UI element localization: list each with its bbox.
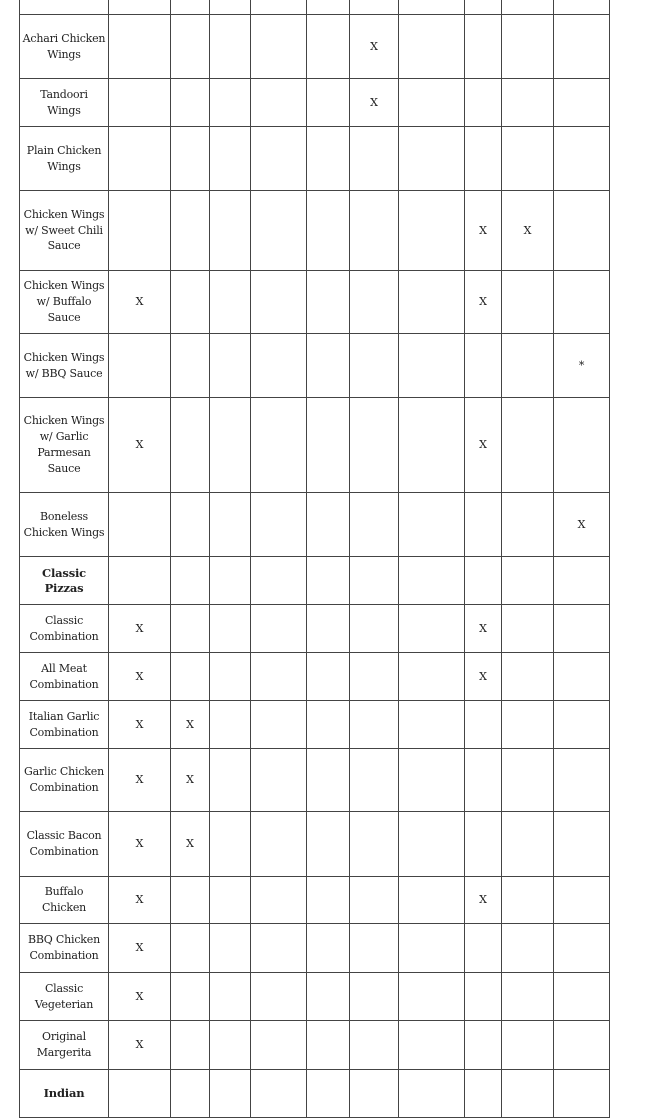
allergen-mark-cell <box>251 127 307 191</box>
allergen-mark-cell <box>502 557 554 605</box>
allergen-mark-cell <box>502 79 554 127</box>
allergen-mark-cell <box>307 973 350 1021</box>
allergen-mark-cell <box>399 398 465 493</box>
allergen-mark-cell <box>465 749 502 812</box>
allergen-mark-cell <box>502 973 554 1021</box>
table-row <box>20 271 610 334</box>
allergen-mark-cell <box>109 79 171 127</box>
allergen-mark-cell <box>465 1070 502 1118</box>
allergen-table-container <box>19 0 610 1118</box>
allergen-mark-cell <box>350 701 399 749</box>
allergen-mark-cell <box>554 653 610 701</box>
allergen-mark-cell <box>399 493 465 557</box>
allergen-mark-cell <box>109 557 171 605</box>
allergen-mark-cell: X <box>350 15 399 79</box>
allergen-mark-cell <box>210 127 251 191</box>
allergen-mark-cell <box>350 398 399 493</box>
allergen-mark-cell <box>350 812 399 877</box>
allergen-mark-cell: X <box>109 701 171 749</box>
allergen-mark-cell <box>554 605 610 653</box>
allergen-mark-cell <box>350 0 399 15</box>
table-row <box>20 493 610 557</box>
allergen-mark-cell <box>465 924 502 973</box>
allergen-mark-cell <box>307 1021 350 1070</box>
allergen-mark-cell <box>399 191 465 271</box>
allergen-mark-cell <box>554 79 610 127</box>
allergen-mark-cell: X <box>109 653 171 701</box>
item-name-cell: Classic Vegeterian <box>20 973 109 1021</box>
allergen-mark-cell: X <box>109 749 171 812</box>
allergen-mark-cell <box>251 493 307 557</box>
allergen-mark-cell <box>171 15 210 79</box>
allergen-mark-cell <box>307 127 350 191</box>
allergen-mark-cell <box>210 605 251 653</box>
item-name-cell: Original Margerita <box>20 1021 109 1070</box>
allergen-mark-cell <box>350 749 399 812</box>
allergen-mark-cell <box>465 973 502 1021</box>
allergen-mark-cell <box>307 605 350 653</box>
allergen-mark-cell <box>251 271 307 334</box>
allergen-mark-cell <box>502 1070 554 1118</box>
allergen-mark-cell: X <box>109 1021 171 1070</box>
allergen-mark-cell <box>210 877 251 924</box>
allergen-mark-cell <box>554 749 610 812</box>
allergen-mark-cell <box>399 749 465 812</box>
allergen-mark-cell <box>171 398 210 493</box>
allergen-mark-cell <box>210 191 251 271</box>
allergen-mark-cell <box>109 127 171 191</box>
allergen-mark-cell <box>251 605 307 653</box>
allergen-mark-cell: X <box>109 924 171 973</box>
allergen-mark-cell <box>465 127 502 191</box>
allergen-mark-cell <box>399 127 465 191</box>
allergen-mark-cell <box>350 271 399 334</box>
table-row <box>20 79 610 127</box>
allergen-mark-cell <box>307 334 350 398</box>
table-row <box>20 1021 610 1070</box>
allergen-mark-cell <box>251 557 307 605</box>
allergen-mark-cell <box>251 15 307 79</box>
allergen-mark-cell <box>109 0 171 15</box>
allergen-mark-cell: X <box>171 701 210 749</box>
allergen-mark-cell <box>251 79 307 127</box>
item-name-cell: Chicken Wings w/ Buffalo Sauce <box>20 271 109 334</box>
table-row <box>20 812 610 877</box>
allergen-mark-cell <box>554 398 610 493</box>
table-row <box>20 701 610 749</box>
allergen-mark-cell <box>554 271 610 334</box>
allergen-mark-cell <box>210 398 251 493</box>
allergen-mark-cell <box>465 15 502 79</box>
allergen-mark-cell <box>307 15 350 79</box>
allergen-mark-cell <box>171 79 210 127</box>
allergen-mark-cell <box>399 1070 465 1118</box>
allergen-mark-cell <box>210 15 251 79</box>
allergen-mark-cell <box>307 749 350 812</box>
table-row <box>20 973 610 1021</box>
item-name-cell: Buffalo Chicken <box>20 877 109 924</box>
allergen-mark-cell: X <box>465 877 502 924</box>
allergen-mark-cell <box>210 1021 251 1070</box>
allergen-mark-cell <box>502 605 554 653</box>
allergen-mark-cell <box>465 701 502 749</box>
allergen-mark-cell <box>350 493 399 557</box>
item-name-cell: Italian Garlic Combination <box>20 701 109 749</box>
allergen-mark-cell <box>307 812 350 877</box>
allergen-mark-cell <box>251 749 307 812</box>
item-name-cell: Classic Bacon Combination <box>20 812 109 877</box>
allergen-mark-cell: X <box>109 271 171 334</box>
allergen-mark-cell <box>251 0 307 15</box>
allergen-table <box>19 0 610 1118</box>
allergen-mark-cell <box>502 749 554 812</box>
allergen-mark-cell: X <box>465 191 502 271</box>
allergen-mark-cell <box>399 557 465 605</box>
allergen-mark-cell <box>399 0 465 15</box>
category-row <box>20 557 610 605</box>
allergen-mark-cell <box>307 493 350 557</box>
allergen-mark-cell <box>171 557 210 605</box>
allergen-mark-cell <box>399 701 465 749</box>
table-row <box>20 653 610 701</box>
allergen-mark-cell <box>251 812 307 877</box>
table-row <box>20 127 610 191</box>
allergen-mark-cell <box>307 557 350 605</box>
allergen-mark-cell <box>502 127 554 191</box>
category-name-cell: Indian <box>20 1070 109 1118</box>
item-name-cell: Plain Chicken Wings <box>20 127 109 191</box>
allergen-mark-cell <box>399 15 465 79</box>
item-name-cell: Garlic Chicken Combination <box>20 749 109 812</box>
allergen-mark-cell <box>554 0 610 15</box>
allergen-mark-cell <box>554 127 610 191</box>
allergen-mark-cell <box>350 924 399 973</box>
allergen-mark-cell <box>554 1021 610 1070</box>
allergen-mark-cell <box>307 398 350 493</box>
allergen-mark-cell <box>399 79 465 127</box>
allergen-mark-cell <box>210 701 251 749</box>
allergen-mark-cell <box>251 701 307 749</box>
allergen-mark-cell: X <box>554 493 610 557</box>
allergen-mark-cell <box>399 653 465 701</box>
allergen-mark-cell <box>399 1021 465 1070</box>
allergen-mark-cell: X <box>465 398 502 493</box>
allergen-mark-cell <box>171 493 210 557</box>
allergen-mark-cell <box>210 334 251 398</box>
allergen-mark-cell <box>307 924 350 973</box>
allergen-mark-cell <box>502 493 554 557</box>
allergen-mark-cell <box>554 701 610 749</box>
allergen-mark-cell <box>465 1021 502 1070</box>
allergen-mark-cell <box>210 493 251 557</box>
allergen-mark-cell <box>210 653 251 701</box>
item-name-cell: Chicken Wings w/ Garlic Parmesan Sauce <box>20 398 109 493</box>
allergen-mark-cell <box>210 557 251 605</box>
allergen-mark-cell <box>502 271 554 334</box>
item-name-cell: Achari Chicken Wings <box>20 15 109 79</box>
allergen-mark-cell <box>502 1021 554 1070</box>
table-row <box>20 0 610 15</box>
allergen-mark-cell <box>465 493 502 557</box>
allergen-mark-cell <box>350 557 399 605</box>
allergen-mark-cell <box>251 973 307 1021</box>
allergen-mark-cell <box>210 749 251 812</box>
allergen-mark-cell <box>171 653 210 701</box>
allergen-mark-cell: X <box>171 749 210 812</box>
allergen-mark-cell <box>251 398 307 493</box>
allergen-mark-cell <box>399 812 465 877</box>
allergen-mark-cell: X <box>109 812 171 877</box>
allergen-mark-cell <box>465 557 502 605</box>
allergen-mark-cell <box>210 0 251 15</box>
allergen-mark-cell <box>350 653 399 701</box>
allergen-mark-cell <box>251 877 307 924</box>
allergen-mark-cell <box>251 1021 307 1070</box>
allergen-mark-cell <box>171 1070 210 1118</box>
allergen-mark-cell <box>251 191 307 271</box>
allergen-mark-cell <box>502 701 554 749</box>
allergen-mark-cell <box>109 191 171 271</box>
allergen-mark-cell <box>554 557 610 605</box>
allergen-mark-cell <box>465 0 502 15</box>
allergen-mark-cell <box>210 924 251 973</box>
allergen-mark-cell: X <box>109 605 171 653</box>
allergen-mark-cell <box>502 0 554 15</box>
allergen-mark-cell: X <box>109 877 171 924</box>
allergen-mark-cell <box>350 1021 399 1070</box>
allergen-mark-cell <box>399 973 465 1021</box>
allergen-mark-cell <box>502 398 554 493</box>
table-row <box>20 398 610 493</box>
allergen-mark-cell <box>307 877 350 924</box>
allergen-mark-cell <box>502 653 554 701</box>
table-row <box>20 15 610 79</box>
table-row <box>20 924 610 973</box>
allergen-mark-cell <box>399 605 465 653</box>
allergen-mark-cell: X <box>171 812 210 877</box>
allergen-mark-cell <box>399 924 465 973</box>
allergen-mark-cell <box>251 334 307 398</box>
allergen-mark-cell <box>502 877 554 924</box>
allergen-mark-cell <box>109 1070 171 1118</box>
allergen-mark-cell <box>171 1021 210 1070</box>
allergen-mark-cell <box>210 79 251 127</box>
allergen-mark-cell <box>171 877 210 924</box>
allergen-mark-cell <box>350 334 399 398</box>
allergen-mark-cell <box>307 191 350 271</box>
allergen-mark-cell <box>465 334 502 398</box>
item-name-cell: Classic Combination <box>20 605 109 653</box>
allergen-mark-cell <box>171 191 210 271</box>
allergen-mark-cell <box>554 973 610 1021</box>
allergen-mark-cell <box>171 973 210 1021</box>
allergen-mark-cell: X <box>465 653 502 701</box>
item-name-cell: Boneless Chicken Wings <box>20 493 109 557</box>
table-body <box>20 0 610 1118</box>
allergen-mark-cell <box>399 271 465 334</box>
allergen-mark-cell <box>554 15 610 79</box>
allergen-mark-cell <box>251 1070 307 1118</box>
allergen-mark-cell <box>171 271 210 334</box>
item-name-cell: Chicken Wings w/ BBQ Sauce <box>20 334 109 398</box>
allergen-mark-cell <box>251 653 307 701</box>
table-row <box>20 191 610 271</box>
allergen-mark-cell: X <box>465 605 502 653</box>
allergen-mark-cell <box>210 1070 251 1118</box>
allergen-mark-cell <box>350 877 399 924</box>
allergen-mark-cell <box>210 812 251 877</box>
allergen-mark-cell: X <box>109 398 171 493</box>
item-name-cell: BBQ Chicken Combination <box>20 924 109 973</box>
allergen-mark-cell <box>171 127 210 191</box>
allergen-mark-cell <box>502 15 554 79</box>
allergen-mark-cell <box>554 191 610 271</box>
allergen-mark-cell <box>251 924 307 973</box>
allergen-mark-cell <box>171 924 210 973</box>
allergen-mark-cell <box>502 924 554 973</box>
item-name-cell <box>20 0 109 15</box>
allergen-mark-cell <box>307 701 350 749</box>
allergen-mark-cell <box>307 1070 350 1118</box>
allergen-mark-cell <box>171 605 210 653</box>
allergen-mark-cell <box>350 973 399 1021</box>
allergen-mark-cell <box>307 79 350 127</box>
allergen-mark-cell <box>171 0 210 15</box>
allergen-mark-cell <box>350 1070 399 1118</box>
allergen-mark-cell <box>350 127 399 191</box>
allergen-mark-cell <box>554 924 610 973</box>
allergen-mark-cell <box>109 15 171 79</box>
allergen-mark-cell <box>554 1070 610 1118</box>
allergen-mark-cell <box>350 605 399 653</box>
table-row <box>20 605 610 653</box>
allergen-mark-cell <box>307 0 350 15</box>
allergen-mark-cell <box>307 653 350 701</box>
allergen-mark-cell: X <box>109 973 171 1021</box>
allergen-mark-cell: * <box>554 334 610 398</box>
category-row <box>20 1070 610 1118</box>
allergen-mark-cell: X <box>465 271 502 334</box>
table-row <box>20 749 610 812</box>
item-name-cell: Chicken Wings w/ Sweet Chili Sauce <box>20 191 109 271</box>
allergen-mark-cell <box>554 877 610 924</box>
allergen-mark-cell <box>399 334 465 398</box>
table-row <box>20 877 610 924</box>
allergen-mark-cell <box>109 493 171 557</box>
allergen-mark-cell: X <box>350 79 399 127</box>
allergen-mark-cell <box>350 191 399 271</box>
allergen-mark-cell <box>307 271 350 334</box>
allergen-mark-cell <box>210 271 251 334</box>
allergen-mark-cell <box>465 812 502 877</box>
allergen-mark-cell <box>465 79 502 127</box>
item-name-cell: All Meat Combination <box>20 653 109 701</box>
allergen-mark-cell <box>171 334 210 398</box>
allergen-mark-cell <box>399 877 465 924</box>
item-name-cell: Tandoori Wings <box>20 79 109 127</box>
allergen-mark-cell <box>502 334 554 398</box>
allergen-mark-cell <box>109 334 171 398</box>
allergen-mark-cell <box>210 973 251 1021</box>
allergen-mark-cell: X <box>502 191 554 271</box>
table-row <box>20 334 610 398</box>
allergen-mark-cell <box>554 812 610 877</box>
category-name-cell: Classic Pizzas <box>20 557 109 605</box>
allergen-mark-cell <box>502 812 554 877</box>
